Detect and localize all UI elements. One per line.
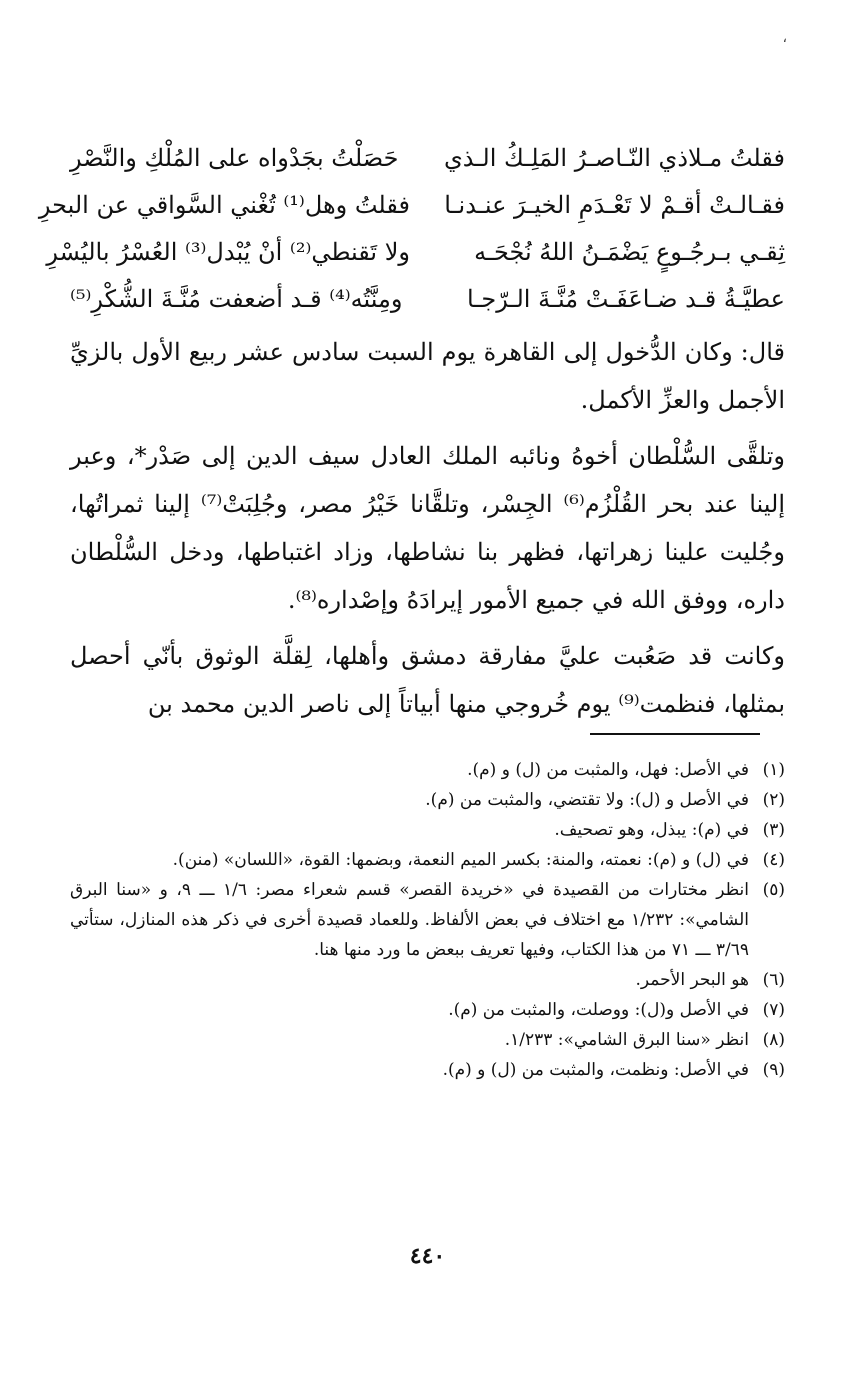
poem-verse (70, 135, 785, 182)
footnote (70, 965, 785, 995)
poem-verse (46, 229, 785, 276)
paragraph: قال: وكان الدُّخول إلى القاهرة يوم السبت سادس عشر ربيع الأول بالزيِّ الأجمل والعزِّ الأكمل. (70, 338, 785, 414)
footnote-text: في (ل) و (م): نعمته، والمنة: بكسر الميم النعمة، وبضمها: القوة، «اللسان» (منن). (172, 850, 749, 870)
footnote-number: (١) (762, 760, 785, 780)
footnote (70, 1025, 785, 1055)
paragraph: وتلقَّى السُّلْطان أخوهُ ونائبه الملك العادل سيف الدين إلى صَدْر*، وعبر إلينا عند بحر القُلْزُم⁽⁶⁾ الجِسْر، وتلقَّانا خَيْرُ مصر، وجُلِبَتْ⁽⁷⁾ إلينا ثمراتُها، وجُليت علينا زهراتها، فظهر بنا نشاطها، وزاد اغتباطها، ودخل السُّلْطان داره، ووفق الله في جميع الأمور إيرادَهُ وإصْداره⁽⁸⁾. (70, 442, 785, 614)
body-text (70, 328, 785, 728)
footnote-text: في الأصل: ونظمت، والمثبت من (ل) و (م). (442, 1060, 749, 1080)
footnote-text: هو البحر الأحمر. (635, 970, 749, 990)
footnote-number: (٨) (762, 1030, 785, 1050)
verse-first-hemistich: ثِقـي بـرجُـوعٍ يَضْمَـنُ اللهُ نُجْحَـه (474, 238, 785, 266)
verse-first-hemistich: فقـالـتْ أقـمْ لا تَعْـدَمِ الخيـرَ عنـدنـا (444, 191, 785, 219)
footnote (70, 755, 785, 785)
verse-second-hemistich: حَصَلْتُ بجَدْواه على المُلْكِ والنَّصْرِ (70, 144, 399, 172)
footnotes (70, 755, 785, 1085)
footnote-number: (٧) (762, 1000, 785, 1020)
verse-first-hemistich: عطيَّـةُ قـد ضـاعَفَـتْ مُنَّـةَ الـرّجـا (467, 285, 785, 313)
footnote (70, 845, 785, 875)
footnote (70, 785, 785, 815)
footnote-number: (٦) (762, 970, 785, 990)
footnote-text: في الأصل و (ل): ولا تقتضي، والمثبت من (م). (425, 790, 749, 810)
top-mark: ، (782, 30, 787, 46)
footnote (70, 995, 785, 1025)
footnote-text: في الأصل و(ل): ووصلت، والمثبت من (م). (448, 1000, 749, 1020)
footnote (70, 815, 785, 845)
footnote-text: في (م): يبذل، وهو تصحيف. (554, 820, 749, 840)
footnote-number: (٢) (762, 790, 785, 810)
footnote-number: (٣) (762, 820, 785, 840)
page-number: ٤٤٠ (409, 1243, 446, 1269)
footnote-text: انظر مختارات من القصيدة في «خريدة القصر» قسم شعراء مصر: ١/٦ ـــ ٩، و «سنا البرق الشامي»: ١/٢٣٢ مع اختلاف في بعض الألفاظ. وللعماد قصيدة أخرى في ذكر هذه المنازل، ستأتي ٣/٦٩ ـــ ٧١ من هذا الكتاب، وفيها تعريف ببعض ما ورد منها هنا. (70, 880, 750, 960)
poem-verse (38, 182, 785, 229)
footnote-number: (٥) (762, 880, 785, 900)
footnote-separator (590, 733, 760, 735)
footnote (70, 875, 785, 965)
verse-second-hemistich: ومِنَّتُه⁽⁴⁾ قـد أضعفت مُنَّـةَ الشُّكْرِ⁽⁵⁾ (70, 285, 403, 313)
footnote-number: (٤) (762, 850, 785, 870)
footnote-text: في الأصل: فهل، والمثبت من (ل) و (م). (467, 760, 749, 780)
verse-first-hemistich: فقلتُ مـلاذي النّـاصـرُ المَلِـكُ الـذي (444, 144, 785, 172)
footnote (70, 1055, 785, 1085)
footnote-text: انظر «سنا البرق الشامي»: ١/٢٣٣. (504, 1030, 749, 1050)
poem-verse (70, 276, 785, 323)
paragraph: وكانت قد صَعُبت عليَّ مفارقة دمشق وأهلها، لِقلَّة الوثوق بأنّي أحصل بمثلها، فنظمت⁽⁹⁾ يوم خُروجي منها أبياتاً إلى ناصر الدين محمد بن (70, 642, 785, 718)
poem-block (38, 135, 785, 323)
verse-second-hemistich: ولا تَقنطي⁽²⁾ أنْ يُبْدل⁽³⁾ العُسْرُ باليُسْرِ (46, 238, 410, 266)
footnote-number: (٩) (762, 1060, 785, 1080)
verse-second-hemistich: فقلتُ وهل⁽¹⁾ تُغْني السَّواقي عن البحرِ (38, 191, 410, 219)
